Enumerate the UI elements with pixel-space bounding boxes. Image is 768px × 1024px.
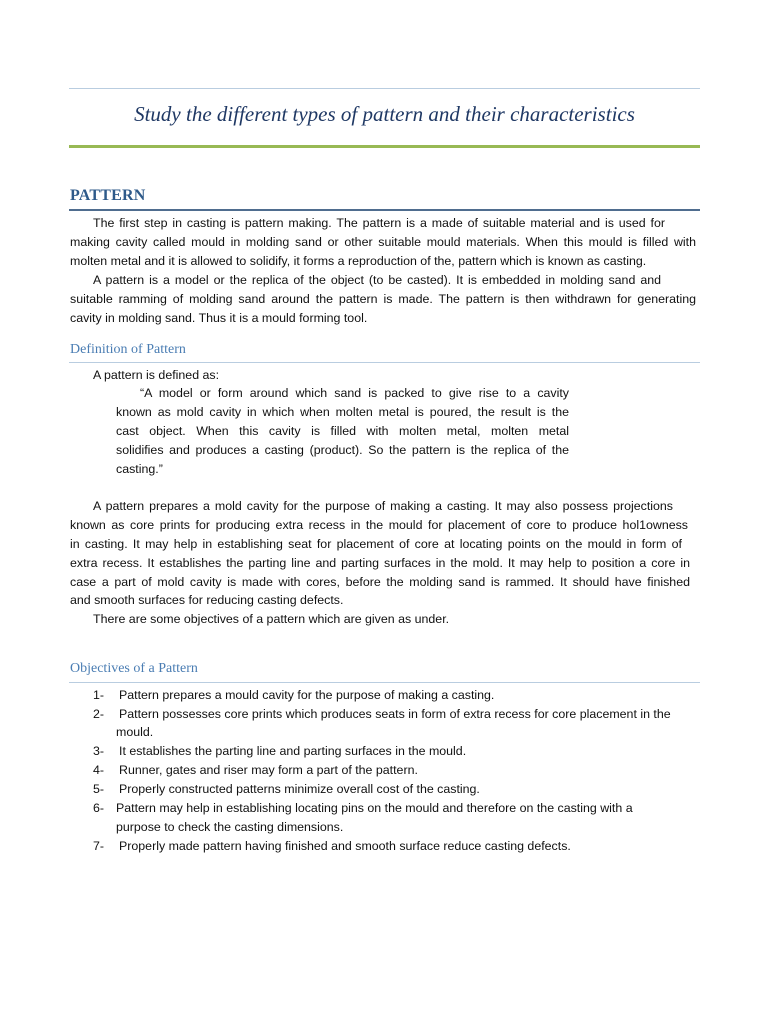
intro-line: cavity in molding sand. Thus it is a mould forming tool. [70,311,368,325]
objective-number: 3- [93,744,105,758]
body-line: A pattern prepares a mold cavity for the purpose of making a casting. It may also possess projections [93,499,673,513]
quote-line: cast object. When this cavity is filled with molten metal, molten metal [116,424,569,438]
body-line: and smooth surfaces for reducing casting defects. [70,593,344,607]
body-line: known as core prints for producing extra recess in the mould for placement of core to produce hol1owness [70,518,688,532]
heading-pattern: PATTERN [70,187,146,204]
body-line: extra recess. It establishes the parting line and parting surfaces in the mold. It may help to position a core in [70,556,690,570]
objective-number: 2- [93,707,105,721]
objective-text: Pattern possesses core prints which produces seats in form of extra recess for core placement in the [119,707,671,721]
quote-line: “A model or form around which sand is packed to give rise to a cavity [140,386,569,400]
document-title: Study the different types of pattern and their characteristics [134,102,635,126]
definition-intro: A pattern is defined as: [93,368,220,382]
quote-line: known as mold cavity in which when molten metal is poured, the result is the [116,405,569,419]
objective-text: mould. [116,725,154,739]
body-line: case a part of mold cavity is made with cores, before the molding sand is rammed. It should have finished [70,575,690,589]
heading-definition: Definition of Pattern [70,342,186,357]
objective-text: Properly made pattern having finished and smooth surface reduce casting defects. [119,839,571,853]
objective-number: 4- [93,763,105,777]
title-underline [69,145,700,148]
objective-text: Pattern may help in establishing locating pins on the mould and therefore on the casting with a [116,801,633,815]
quote-line: solidifies and produces a casting (product). So the pattern is the replica of the [116,443,569,457]
heading-objectives: Objectives of a Pattern [70,661,198,676]
body-line: in casting. It may help in establishing seat for placement of core at locating points on the mould in form of [70,537,682,551]
intro-line: molten metal and it is allowed to solidify, it forms a reproduction of the, pattern which is known as casting. [70,254,647,268]
body-line: There are some objectives of a pattern which are given as under. [93,612,450,626]
heading-definition-rule [69,362,700,363]
objective-number: 6- [93,801,105,815]
quote-line: casting.” [116,462,163,476]
objective-number: 7- [93,839,105,853]
objective-text: purpose to check the casting dimensions. [116,820,344,834]
objective-text: It establishes the parting line and parting surfaces in the mould. [119,744,467,758]
objective-text: Properly constructed patterns minimize overall cost of the casting. [119,782,480,796]
intro-line: suitable ramming of molding sand around the pattern is made. The pattern is then withdrawn for generating [70,292,696,306]
intro-line: making cavity called mould in molding sand or other suitable mould materials. When this mould is filled with [70,235,696,249]
heading-pattern-rule [69,209,700,211]
intro-line: The first step in casting is pattern making. The pattern is a made of suitable material and is used for [93,216,665,230]
objective-text: Runner, gates and riser may form a part of the pattern. [119,763,418,777]
intro-line: A pattern is a model or the replica of the object (to be casted). It is embedded in molding sand and [93,273,661,287]
objective-number: 5- [93,782,105,796]
objective-text: Pattern prepares a mould cavity for the purpose of making a casting. [119,688,495,702]
heading-objectives-rule [69,682,700,683]
top-divider [69,88,700,89]
objective-number: 1- [93,688,105,702]
